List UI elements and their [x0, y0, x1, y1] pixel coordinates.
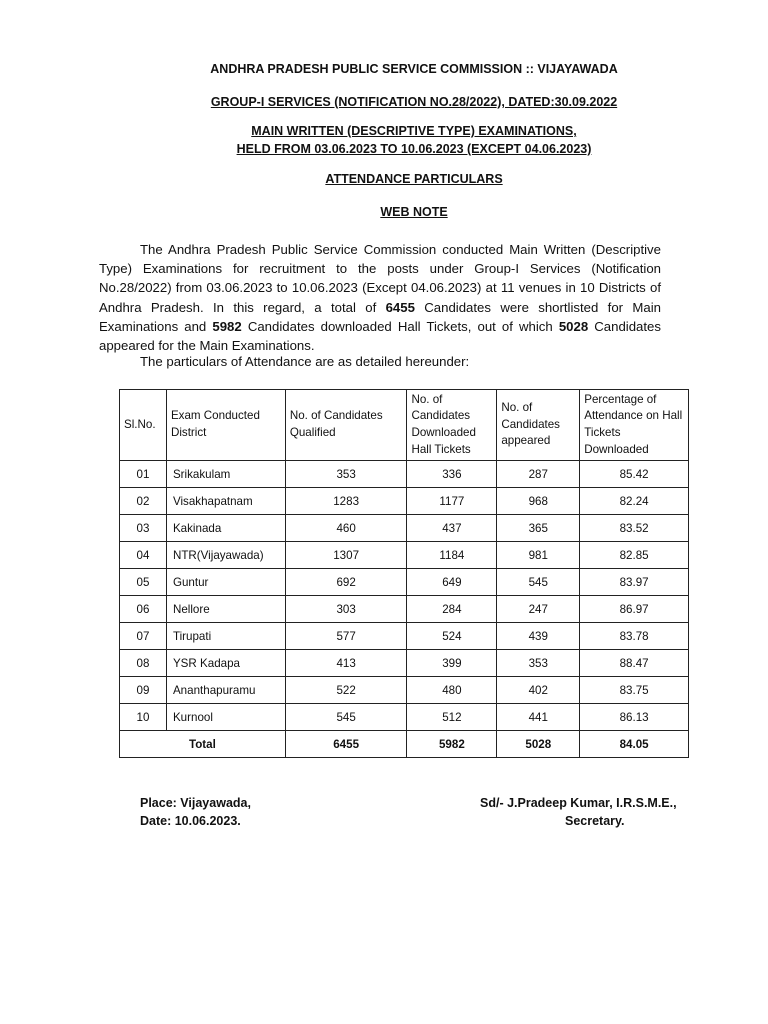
commission-title: ANDHRA PRADESH PUBLIC SERVICE COMMISSION :: VIJAYAWADA — [210, 62, 618, 76]
col-header-slno: Sl.No. — [120, 390, 167, 461]
col-header-percentage: Percentage of Attendance on Hall Tickets Downloaded — [580, 390, 689, 461]
particulars-line: The particulars of Attendance are as detailed hereunder: — [140, 354, 470, 369]
table-row: 03 Kakinada 460 437 365 83.52 — [120, 515, 689, 542]
exam-dates: HELD FROM 03.06.2023 TO 10.06.2023 (EXCEPT 04.06.2023) — [236, 142, 592, 156]
total-row — [120, 731, 689, 758]
table-row: 06 Nellore 303 284 247 86.97 — [120, 596, 689, 623]
table-row: 10 Kurnool 545 512 441 86.13 — [120, 704, 689, 731]
table-row: 07 Tirupati 577 524 439 83.78 — [120, 623, 689, 650]
attendance-heading: ATTENDANCE PARTICULARS — [325, 172, 503, 186]
attendance-table — [119, 389, 689, 758]
col-header-qualified: No. of Candidates Qualified — [285, 390, 407, 461]
total-downloaded: 5982 — [407, 731, 497, 758]
total-appeared: 5028 — [497, 731, 580, 758]
exam-title: MAIN WRITTEN (DESCRIPTIVE TYPE) EXAMINATIONS, — [251, 124, 577, 138]
col-header-district: Exam Conducted District — [166, 390, 285, 461]
intro-paragraph: The Andhra Pradesh Public Service Commission conducted Main Written (Descriptive Type) Examinations for recruitment to the posts under Group-I Services (Notification No.28/2022) from 03.06.2023 to 10.06.2023 (Except 04.06.2023) at 11 venues in 10 Districts of Andhra Pradesh. In this regard, a total of 6455 Candidates were shortlisted for Main Examinations and 5982 Candidates downloaded Hall Tickets, out of which 5028 Candidates appeared for the Main Examinations. — [99, 242, 661, 354]
table-header-row — [120, 390, 689, 461]
table-row: 04 NTR(Vijayawada) 1307 1184 981 82.85 — [120, 542, 689, 569]
table-row: 08 YSR Kadapa 413 399 353 88.47 — [120, 650, 689, 677]
table-row: 09 Ananthapuramu 522 480 402 83.75 — [120, 677, 689, 704]
notification-title: GROUP-I SERVICES (NOTIFICATION NO.28/2022), DATED:30.09.2022 — [210, 95, 618, 109]
place-line: Place: Vijayawada, — [140, 796, 251, 810]
col-header-appeared: No. of Candidates appeared — [497, 390, 580, 461]
signatory-name: Sd/- J.Pradeep Kumar, I.R.S.M.E., — [480, 796, 677, 810]
total-percentage: 84.05 — [580, 731, 689, 758]
table-row: 02 Visakhapatnam 1283 1177 968 82.24 — [120, 488, 689, 515]
signatory-designation: Secretary. — [565, 814, 625, 828]
total-qualified: 6455 — [285, 731, 407, 758]
date-line: Date: 10.06.2023. — [140, 814, 241, 828]
table-row: 05 Guntur 692 649 545 83.97 — [120, 569, 689, 596]
web-note-heading: WEB NOTE — [380, 205, 448, 219]
total-label: Total — [120, 731, 286, 758]
table-row: 01 Srikakulam 353 336 287 85.42 — [120, 461, 689, 488]
col-header-downloaded: No. of Candidates Downloaded Hall Tickets — [407, 390, 497, 461]
